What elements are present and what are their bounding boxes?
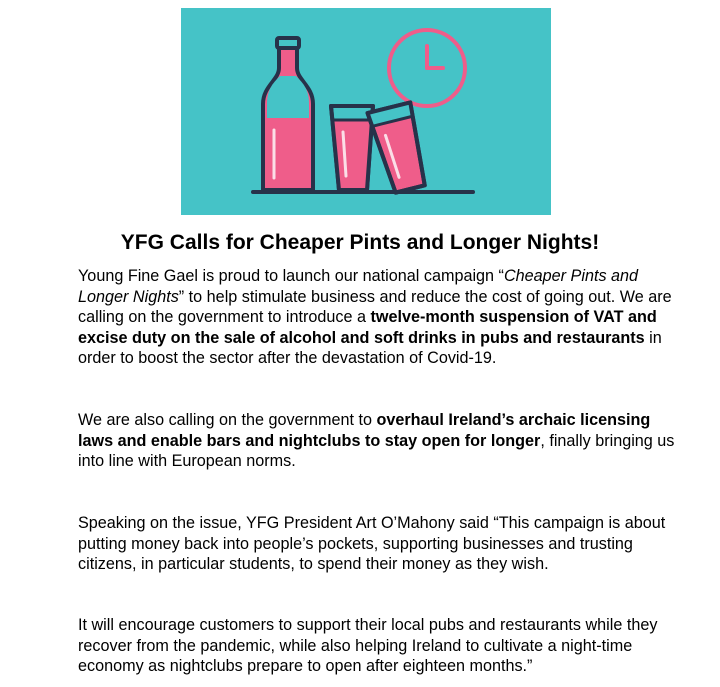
bottle-icon <box>263 38 313 190</box>
campaign-name: Cheaper Pints and Longer Nights <box>78 267 639 306</box>
paragraph-quote: Speaking on the issue, YFG President Art O’Mahony said “This campaign is about putting money back into people’s pockets, supporting businesses and trusting citizens, in particular students, to spend their money as they wish. <box>78 514 666 573</box>
headline: YFG Calls for Cheaper Pints and Longer Nights! <box>120 231 600 254</box>
pint-glass-icon <box>331 106 373 190</box>
tilted-pint-glass-icon <box>368 102 431 194</box>
licensing-demand: overhaul Ireland’s archaic licensing laws and enable bars and nightclubs to stay open for longer <box>78 411 651 450</box>
paragraph-launch: Young Fine Gael is proud to launch our national campaign “Cheaper Pints and Longer Nights” to help stimulate business and reduce the cost of going out. We are calling on the government to introduce a twelve-month suspension of VAT and excise duty on the sale of alcohol and soft drinks in pubs and restaurants in order to boost the sector after the devastation of Covid-19. <box>78 267 672 367</box>
paragraph-quote-continued: It will encourage customers to support their local pubs and restaurants while they recover from the pandemic, while also helping Ireland to cultivate a night-time economy as nightclubs prepare to open after eighteen months.” <box>78 616 658 675</box>
clock-icon <box>389 30 465 106</box>
paragraph-licensing: We are also calling on the government to overhaul Ireland’s archaic licensing laws and enable bars and nightclubs to stay open for longer, finally bringing us into line with European norms. <box>78 411 675 470</box>
vat-suspension-demand: twelve-month suspension of VAT and excise duty on the sale of alcohol and soft drinks in pubs and restaurants <box>78 308 657 347</box>
campaign-illustration <box>181 8 551 215</box>
